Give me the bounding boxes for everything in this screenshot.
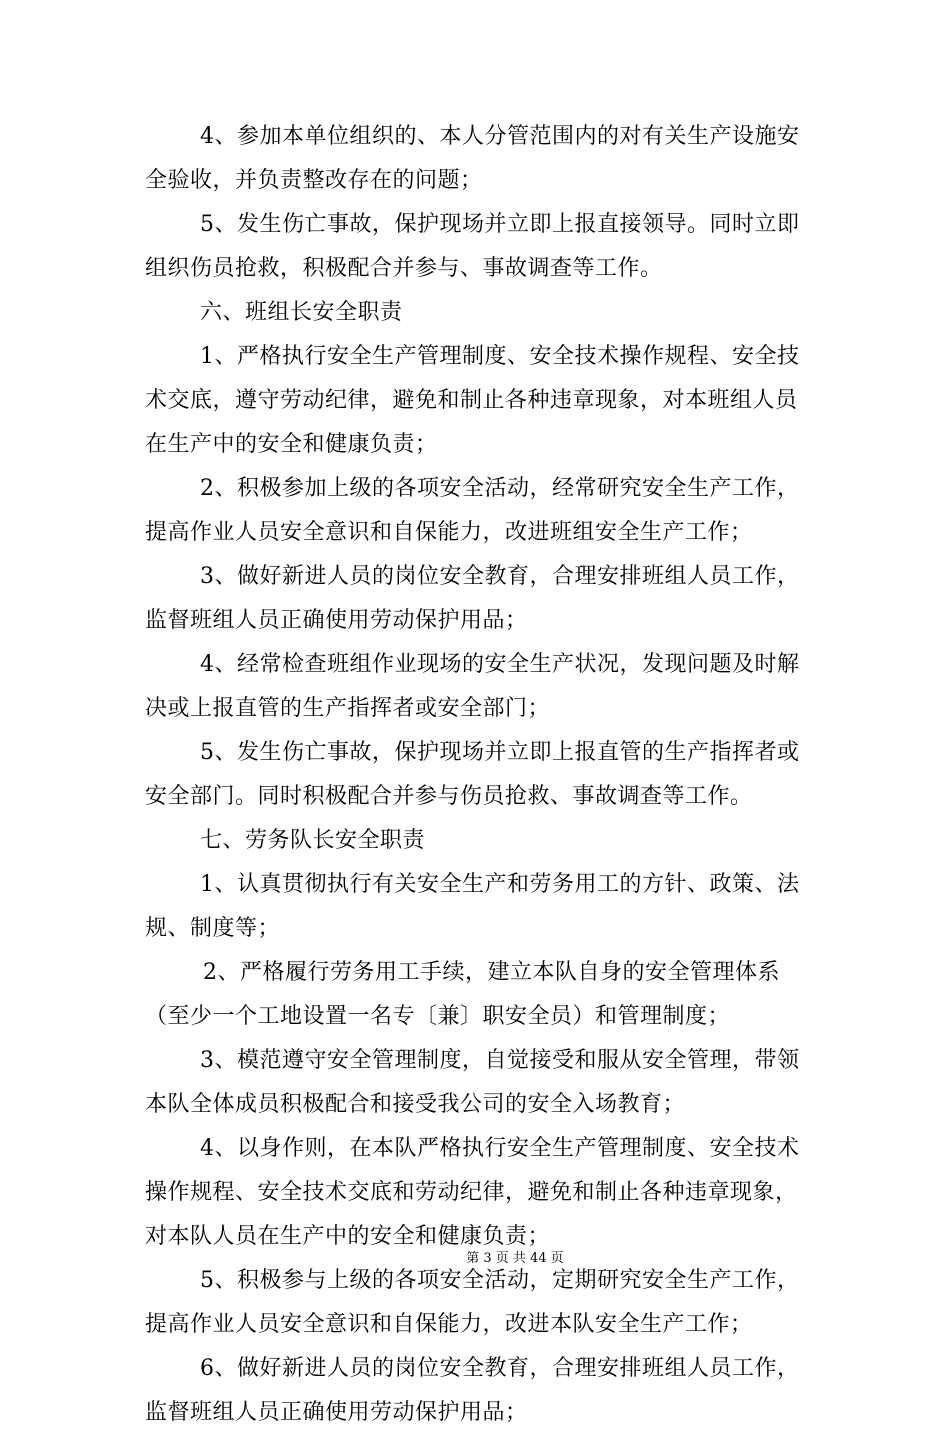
text-line: （至少一个工地设置一名专〔兼〕职安全员）和管理制度；	[145, 1004, 731, 1029]
text-line: 提高作业人员安全意识和自保能力，改进本队安全生产工作；	[145, 1312, 753, 1337]
text-line: 提高作业人员安全意识和自保能力，改进班组安全生产工作；	[145, 520, 753, 545]
text-line: 操作规程、安全技术交底和劳动纪律，避免和制止各种违章现象，	[145, 1180, 798, 1205]
text-line: 4、参加本单位组织的、本人分管范围内的对有关生产设施安	[200, 124, 800, 149]
text-line: 规、制度等；	[145, 916, 281, 941]
page-number: 第 3 页 共 44 页	[466, 1251, 564, 1266]
text-line: 在生产中的安全和健康负责；	[145, 432, 438, 457]
text-line: 5、积极参与上级的各项安全活动，定期研究安全生产工作，	[200, 1268, 800, 1293]
text-line: 对本队人员在生产中的安全和健康负责；	[145, 1224, 551, 1249]
page-footer	[0, 1247, 950, 1266]
text-line: 2、积极参加上级的各项安全活动，经常研究安全生产工作，	[200, 476, 800, 501]
text-line: 3、模范遵守安全管理制度，自觉接受和服从安全管理，带领	[200, 1048, 800, 1073]
text-line: 6、做好新进人员的岗位安全教育，合理安排班组人员工作，	[200, 1356, 800, 1381]
text-line: 监督班组人员正确使用劳动保护用品；	[145, 1400, 528, 1425]
text-line: 全验收，并负责整改存在的问题；	[145, 168, 483, 193]
text-line: 2、严格履行劳务用工手续，建立本队自身的安全管理体系	[203, 960, 780, 985]
text-line: 组织伤员抢救，积极配合并参与、事故调查等工作。	[145, 256, 663, 281]
text-line: 4、经常检查班组作业现场的安全生产状况，发现问题及时解	[200, 652, 800, 677]
text-line: 1、认真贯彻执行有关安全生产和劳务用工的方针、政策、法	[200, 872, 800, 897]
text-line: 4、以身作则，在本队严格执行安全生产管理制度、安全技术	[200, 1136, 800, 1161]
section-heading: 七、劳务队长安全职责	[200, 828, 426, 853]
text-line: 术交底，遵守劳动纪律，避免和制止各种违章现象，对本班组人员	[145, 388, 798, 413]
text-line: 3、做好新进人员的岗位安全教育，合理安排班组人员工作，	[200, 564, 800, 589]
section-heading: 六、班组长安全职责	[200, 300, 403, 325]
text-line: 1、严格执行安全生产管理制度、安全技术操作规程、安全技	[200, 344, 800, 369]
text-line: 监督班组人员正确使用劳动保护用品；	[145, 608, 528, 633]
text-line: 安全部门。同时积极配合并参与伤员抢救、事故调查等工作。	[145, 784, 753, 809]
text-line: 5、发生伤亡事故，保护现场并立即上报直管的生产指挥者或	[200, 740, 800, 765]
text-line: 5、发生伤亡事故，保护现场并立即上报直接领导。同时立即	[200, 212, 800, 237]
text-line: 决或上报直管的生产指挥者或安全部门；	[145, 696, 551, 721]
document-body	[143, 115, 813, 1435]
text-line: 本队全体成员积极配合和接受我公司的安全入场教育；	[145, 1092, 686, 1117]
